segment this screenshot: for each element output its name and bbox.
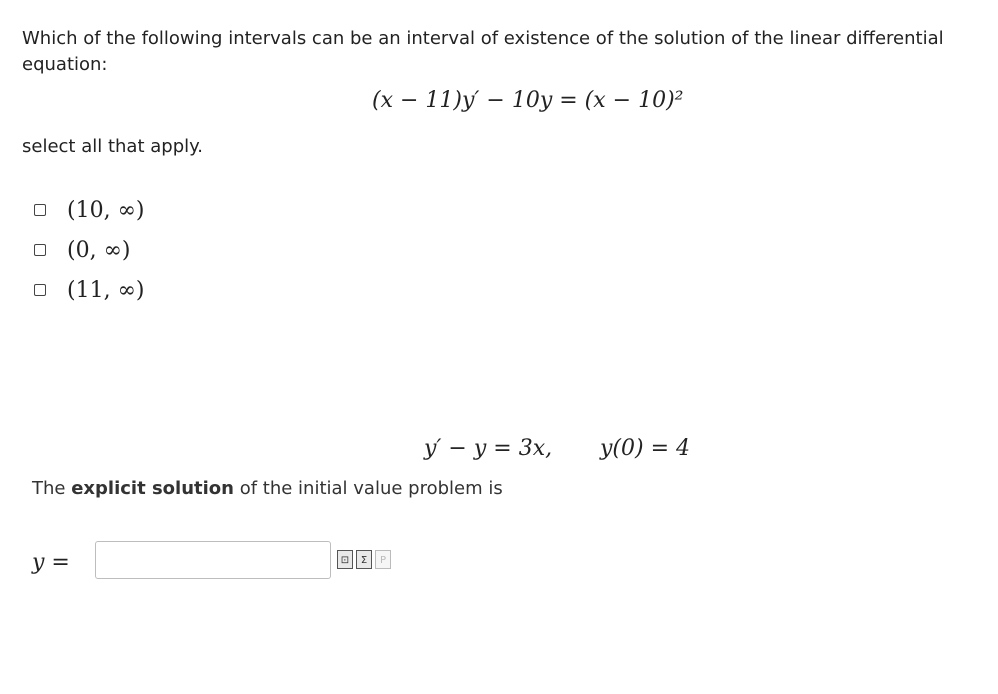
initial-condition: y(0) = 4	[600, 436, 691, 461]
option-2[interactable]	[34, 230, 144, 270]
checkbox-option-3[interactable]	[34, 284, 46, 296]
equation-toolbar	[337, 550, 391, 569]
ivp-text-bold: explicit solution	[71, 478, 234, 499]
answer-label: y =	[32, 550, 70, 575]
answer-input[interactable]	[95, 541, 331, 579]
options-list	[34, 190, 144, 310]
option-2-label: (0, ∞)	[67, 237, 131, 263]
differential-equation: (x − 11)y′ − 10y = (x − 10)²	[372, 88, 684, 113]
option-1[interactable]	[34, 190, 144, 230]
ivp-description	[32, 478, 503, 499]
sigma-icon[interactable]: Σ	[356, 550, 372, 569]
equation-preview-icon[interactable]: ⊡	[337, 550, 353, 569]
ivp-text-after: of the initial value problem is	[233, 478, 503, 499]
select-instruction: select all that apply.	[22, 136, 203, 157]
pdf-icon[interactable]: P	[375, 550, 391, 569]
option-3[interactable]	[34, 270, 144, 310]
option-3-label: (11, ∞)	[67, 277, 145, 303]
checkbox-option-1[interactable]	[34, 204, 46, 216]
checkbox-option-2[interactable]	[34, 244, 46, 256]
question-prompt: Which of the following intervals can be an interval of existence of the solution of the linear differential equation:	[22, 28, 944, 75]
ivp-text-before: The	[32, 478, 72, 499]
ivp-equation: y′ − y = 3x,	[424, 436, 553, 461]
option-1-label: (10, ∞)	[67, 197, 145, 223]
